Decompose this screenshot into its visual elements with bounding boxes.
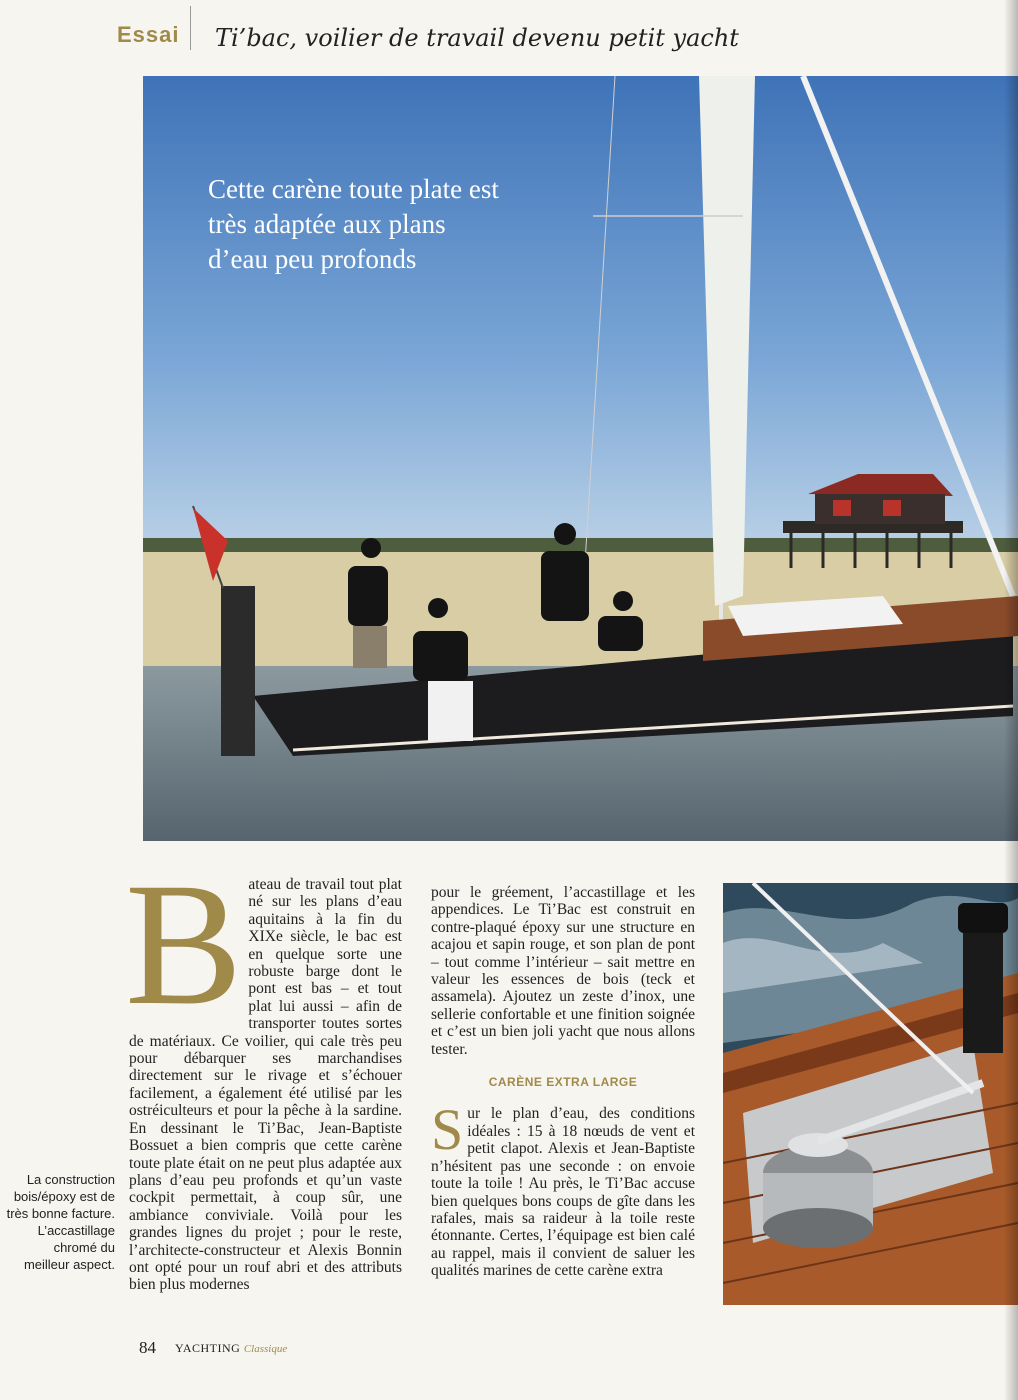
hero-photo: [143, 76, 1018, 841]
magazine-name: [175, 1341, 287, 1356]
hero-caption: Cette carène toute plate est très adaptée aux plans d’eau peu profonds: [208, 174, 499, 274]
article-title: Ti’bac, voilier de travail devenu petit yacht: [215, 24, 739, 52]
article-paragraph: ateau de travail tout plat né sur les plans d’eau aquitains à la fin du XIXe siècle, le bac est en quelque sorte une robuste barge dont le pont est bas – et tout plat lui aussi – afin de transporter toutes sortes de matériaux. Ce voilier, qui cale très peu pour débarquer ses marchandises directement sur le rivage et s’échouer facilement, a également été utilisé par les ostréiculteurs et pour la pêche à la sardine. En dessinant le Ti’Bac, Jean-Baptiste Bossuet a bien compris que cette carène toute plate était on ne peut plus adaptée aux plans d’eau peu profonds et qu’un vaste cockpit permettait, à coup sûr, une ambiance conviviale. Voilà pour les grandes lignes du projet ; pour le reste, l’architecte-constructeur et Alexis Bonnin ont opté pour un rouf abri et des attributs bien plus modernes: [129, 876, 402, 1294]
article-paragraph: ur le plan d’eau, des conditions idéales : 15 à 18 nœuds de vent et petit clapot. Alexis et Jean-Baptiste n’hésitent pas une seconde : on envoie toute la toile ! Au près, le Ti’Bac accuse bien quelques bons coups de gîte dans les rafales, mais sa raideur à la toile reste étonnante. Certes, l’équipage est bien calé au rappel, mais il convient de saluer les qualités marines de cette carène extra: [431, 1105, 695, 1280]
article-column-2: [431, 884, 695, 1280]
drop-cap: B: [125, 847, 243, 1042]
magazine-title: YACHTING: [175, 1341, 241, 1355]
section-label: Essai: [117, 22, 180, 47]
magazine-subtitle: Classique: [243, 1343, 288, 1355]
photo-caption: La construction bois/époxy est de très bonne facture. L’accastillage chromé du meilleur aspect.: [6, 1172, 115, 1272]
page-number: 84: [139, 1338, 156, 1357]
winch-photo-icon: [723, 883, 1018, 1305]
article-column-1: [125, 847, 402, 1294]
page-fold-shadow: [1004, 0, 1018, 1400]
header-divider: [190, 6, 191, 50]
article-paragraph: pour le gréement, l’accastillage et les appendices. Le Ti’Bac est construit en contre-plaqué époxy sur une structure en acajou et sapin rouge, et son plan de pont – tout comme l’intérieur – sait mettre en valeur les essences de bois (teck et assamela). Ajoutez un zeste d’inox, une sellerie confortable et une finition soignée et c’est un bien joli yacht que nous allons tester.: [431, 884, 695, 1058]
inset-photo: [723, 883, 1018, 1305]
section-subhead: CARÈNE EXTRA LARGE: [488, 1075, 638, 1090]
drop-cap: S: [431, 1097, 464, 1163]
